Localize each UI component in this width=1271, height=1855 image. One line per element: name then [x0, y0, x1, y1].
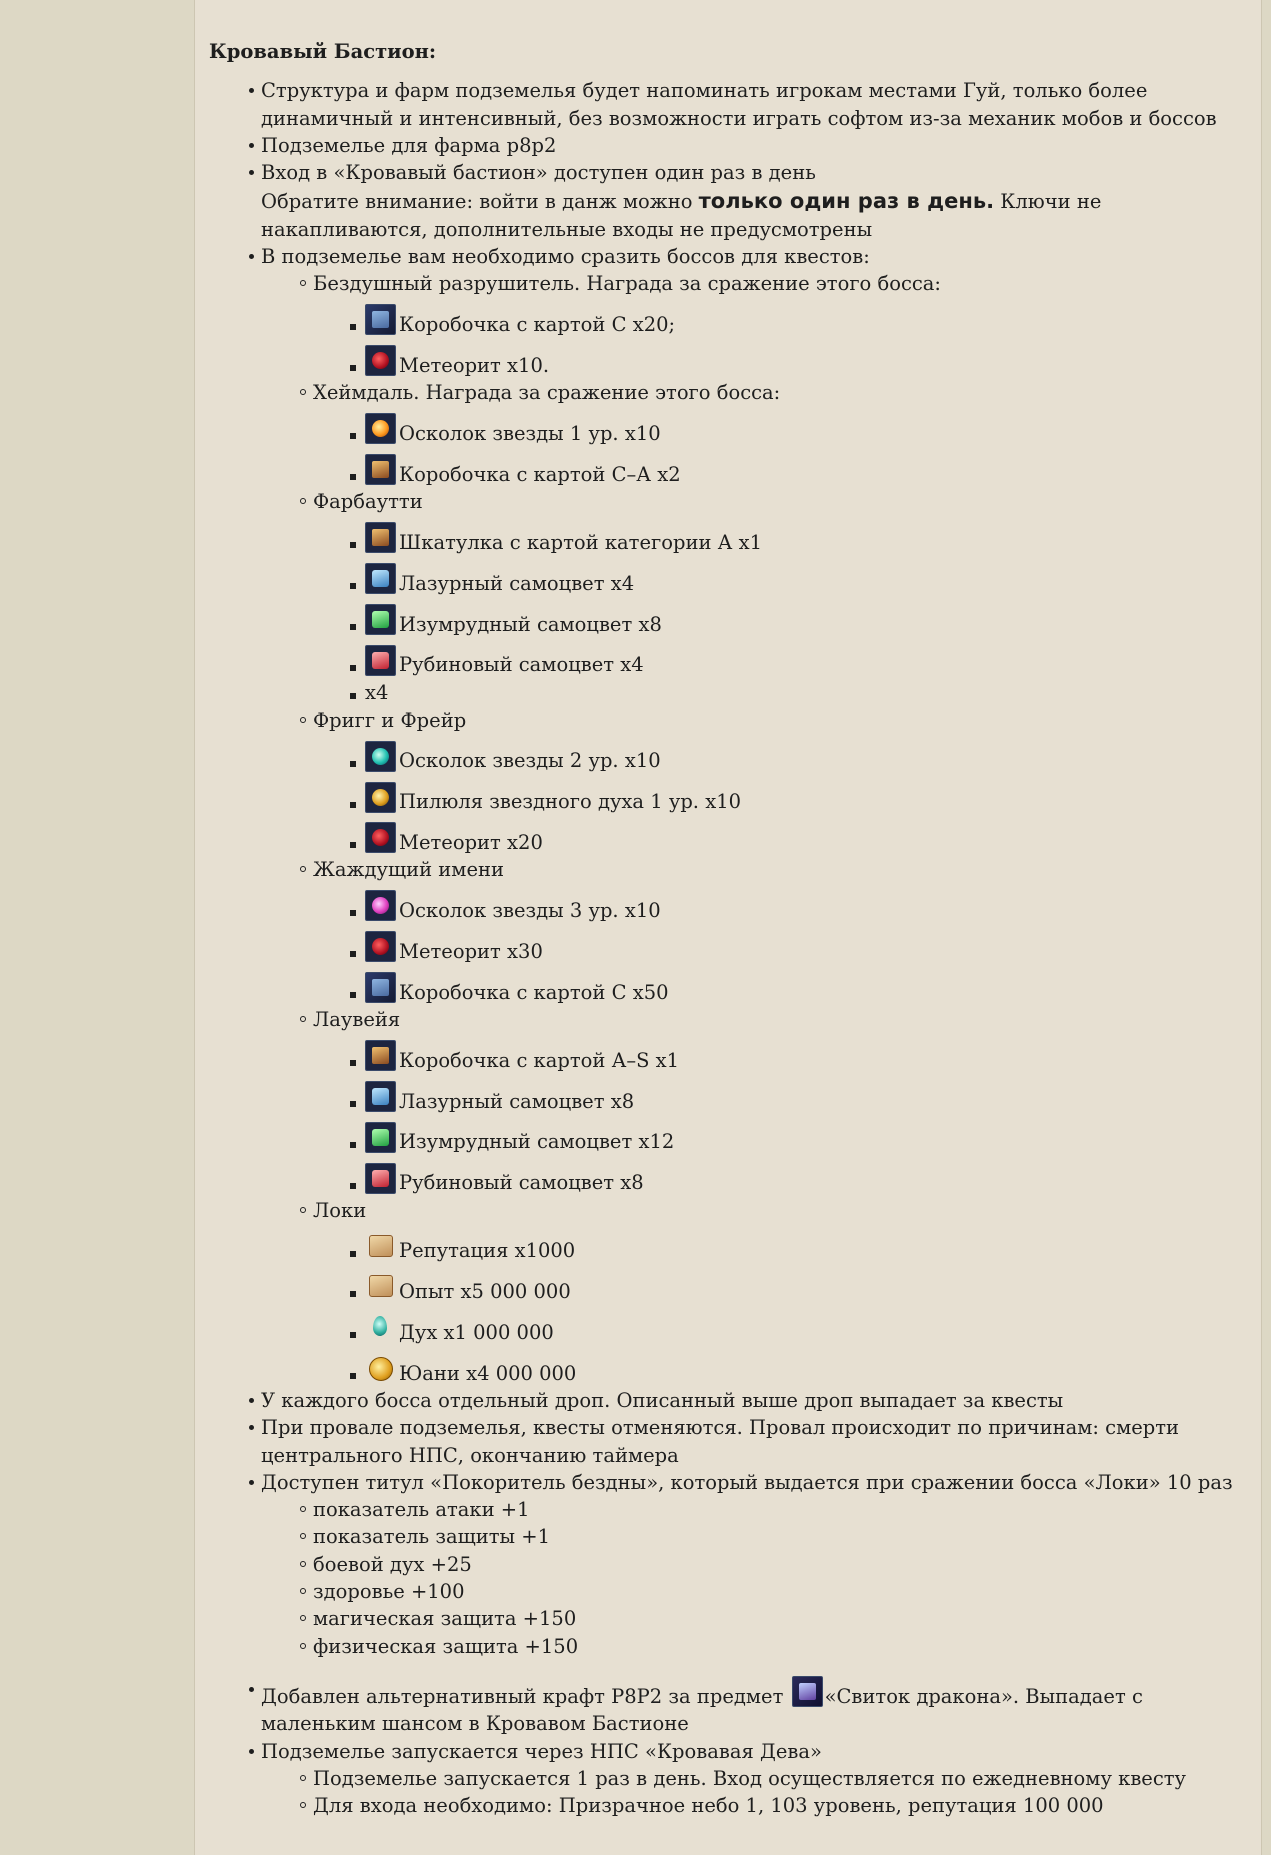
reward-text: Осколок звезды 1 ур. х10 — [399, 422, 661, 446]
reward-text: Метеорит х20 — [399, 831, 543, 855]
launch-details-list — [261, 1765, 1254, 1820]
list-item — [209, 159, 1254, 243]
list-item — [209, 1738, 1254, 1820]
boss-name: Фарбаутти — [313, 490, 423, 514]
title-stat: физическая защита +150 — [209, 1633, 1254, 1660]
reward-text: Осколок звезды 3 ур. х10 — [399, 899, 661, 923]
reward-item — [209, 1033, 1254, 1074]
reward-item — [209, 515, 1254, 556]
spirit-drop-icon — [365, 1312, 396, 1343]
entry-note-suffix: Ключи не накапливаются, дополнительные входы не предусмотрены — [261, 190, 1102, 241]
reward-item — [209, 965, 1254, 1006]
title-stats-list — [261, 1496, 1254, 1660]
left-sidebar — [0, 0, 195, 1855]
reward-list — [209, 1033, 1254, 1196]
bosses-intro: В подземелье вам необходимо сразить боссов для квестов: — [261, 245, 870, 269]
reward-text: Юани х4 000 000 — [399, 1361, 577, 1385]
reward-text: Репутация х1000 — [399, 1239, 576, 1263]
reward-item — [209, 1346, 1254, 1387]
reward-text: Изумрудный самоцвет х12 — [399, 1130, 675, 1154]
reward-item — [209, 924, 1254, 965]
reward-text: Лазурный самоцвет х8 — [399, 1089, 635, 1113]
reward-text: Осколок звезды 2 ур. х10 — [399, 749, 661, 773]
reward-item — [209, 884, 1254, 925]
boss-item — [209, 1197, 1254, 1387]
reward-list — [209, 298, 1254, 380]
reward-text: Дух х1 000 000 — [399, 1320, 554, 1344]
reward-item — [209, 1156, 1254, 1197]
reward-item — [209, 1305, 1254, 1346]
main-list — [209, 77, 1254, 1819]
reward-list — [209, 407, 1254, 489]
reward-text: Рубиновый самоцвет х8 — [399, 1171, 644, 1195]
meteorite-icon — [365, 931, 396, 962]
star-shard-2-icon — [365, 741, 396, 772]
title-stat: показатель атаки +1 — [209, 1496, 1254, 1523]
boss-item — [209, 856, 1254, 1006]
list-item: Подземелье для фарма р8р2 — [209, 132, 1254, 159]
reward-text: Лазурный самоцвет х4 — [399, 571, 635, 595]
yuan-coin-icon — [365, 1353, 396, 1384]
boss-item — [209, 488, 1254, 706]
reward-text: Пилюля звездного духа 1 ур. х10 — [399, 790, 742, 814]
reward-text: Метеорит х10. — [399, 353, 550, 377]
reward-list — [209, 734, 1254, 856]
craft-prefix: Добавлен альтернативный крафт Р8Р2 за предмет — [261, 1684, 790, 1708]
section-title: Кровавый Бастион: — [209, 40, 437, 63]
emerald-gem-icon — [365, 604, 396, 635]
reward-text: Изумрудный самоцвет х8 — [399, 612, 662, 636]
azure-gem-icon — [365, 1081, 396, 1112]
ruby-gem-icon — [365, 645, 396, 676]
reward-text: Коробочка с картой С х50 — [399, 980, 669, 1004]
reward-item — [209, 816, 1254, 857]
reward-list — [209, 884, 1254, 1006]
boss-item — [209, 1006, 1254, 1196]
boss-item — [209, 707, 1254, 857]
reward-item — [209, 1074, 1254, 1115]
right-edge — [1261, 0, 1271, 1855]
boss-item — [209, 270, 1254, 379]
boss-list — [261, 270, 1254, 1387]
reward-list — [209, 515, 1254, 706]
boss-name: Лаувейя — [313, 1008, 401, 1032]
card-box-icon — [365, 972, 396, 1003]
star-shard-1-icon — [365, 413, 396, 444]
title-stat: боевой дух +25 — [209, 1551, 1254, 1578]
boss-name: Локи — [313, 1198, 367, 1222]
reward-item — [209, 1265, 1254, 1306]
reward-item — [209, 298, 1254, 339]
emerald-gem-icon — [365, 1122, 396, 1153]
list-item — [209, 243, 1254, 1387]
launch-detail: Подземелье запускается 1 раз в день. Вход осуществляется по ежедневному квесту — [209, 1765, 1254, 1792]
reward-item — [209, 447, 1254, 488]
reward-item — [209, 1224, 1254, 1265]
card-box-ca-icon — [365, 454, 396, 485]
reward-text: Коробочка с картой А–S х1 — [399, 1048, 680, 1072]
dragon-scroll-icon — [792, 1676, 823, 1707]
title-stat: показатель защиты +1 — [209, 1523, 1254, 1550]
reward-list — [209, 1224, 1254, 1387]
title-reward-line: Доступен титул «Покоритель бездны», который выдается при сражении босса «Локи» 10 раз — [261, 1470, 1233, 1494]
card-box-icon — [365, 304, 396, 335]
reputation-scroll-icon — [365, 1231, 396, 1262]
meteorite-icon — [365, 345, 396, 376]
launch-detail: Для входа необходимо: Призрачное небо 1, 103 уровень, репутация 100 000 — [209, 1792, 1254, 1819]
reward-item — [209, 338, 1254, 379]
reward-text: х4 — [365, 681, 389, 705]
reward-text: Шкатулка с картой категории А х1 — [399, 530, 763, 554]
reward-item — [209, 597, 1254, 638]
list-item — [209, 1469, 1254, 1660]
reward-item — [209, 556, 1254, 597]
launch-line: Подземелье запускается через НПС «Кровавая Дева» — [261, 1739, 822, 1763]
reward-item — [209, 679, 1254, 707]
list-item: У каждого босса отдельный дроп. Описанный выше дроп выпадает за квесты — [209, 1387, 1254, 1414]
craft-suffix: «Свиток дракона». Выпадает с маленьким шансом в Кровавом Бастионе — [261, 1684, 1143, 1736]
reward-item — [209, 638, 1254, 679]
reward-item — [209, 734, 1254, 775]
list-item: При провале подземелья, квесты отменяются. Провал происходит по причинам: смерти центрального НПС, окончанию таймера — [209, 1414, 1254, 1469]
reward-item — [209, 775, 1254, 816]
entry-line: Вход в «Кровавый бастион» доступен один раз в день — [261, 161, 816, 185]
reward-text: Метеорит х30 — [399, 939, 543, 963]
azure-gem-icon — [365, 563, 396, 594]
reward-text: Опыт х5 000 000 — [399, 1280, 571, 1304]
card-chest-a-icon — [365, 522, 396, 553]
entry-note-bold: только один раз в день. — [698, 189, 995, 214]
experience-scroll-icon — [365, 1271, 396, 1302]
reward-text: Рубиновый самоцвет х4 — [399, 653, 644, 677]
entry-note — [261, 188, 1254, 243]
meteorite-icon — [365, 822, 396, 853]
article-content — [209, 38, 1254, 1819]
reward-item — [209, 1115, 1254, 1156]
list-item — [209, 1676, 1254, 1738]
boss-item — [209, 379, 1254, 488]
entry-note-prefix: Обратите внимание: войти в данж можно — [261, 190, 699, 214]
star-shard-3-icon — [365, 890, 396, 921]
reward-text: Коробочка с картой С–А х2 — [399, 462, 681, 486]
title-stat: магическая защита +150 — [209, 1605, 1254, 1632]
reward-item — [209, 407, 1254, 448]
title-stat: здоровье +100 — [209, 1578, 1254, 1605]
card-box-as-icon — [365, 1040, 396, 1071]
boss-name: Бездушный разрушитель. Награда за сражение этого босса: — [313, 272, 941, 296]
boss-name: Жаждущий имени — [313, 858, 504, 882]
star-spirit-pill-icon — [365, 782, 396, 813]
list-item: Структура и фарм подземелья будет напоминать игрокам местами Гуй, только более динамичный и интенсивный, без возможности играть софтом из-за механик мобов и боссов — [209, 77, 1254, 132]
boss-name: Фригг и Фрейр — [313, 708, 467, 732]
ruby-gem-icon — [365, 1163, 396, 1194]
boss-name: Хеймдаль. Награда за сражение этого босса: — [313, 381, 781, 405]
reward-text: Коробочка с картой С х20; — [399, 313, 676, 337]
